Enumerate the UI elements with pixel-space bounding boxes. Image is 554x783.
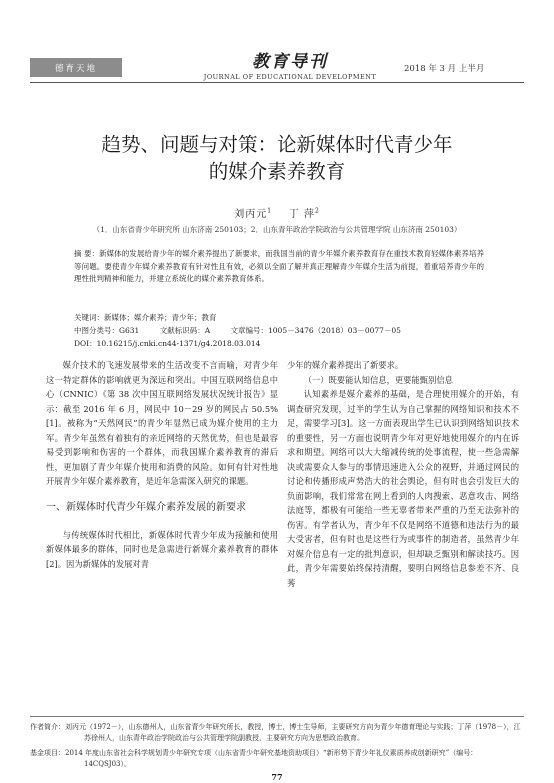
doi: DOI：10.16215/j.cnki.cn44-1371/g4.2018.03.014 (74, 339, 261, 348)
section-badge: 德育天地 (30, 58, 122, 77)
body-column-left (46, 358, 278, 571)
article-title (30, 131, 524, 185)
section-heading: 一、新媒体时代青少年媒介素养发展的新要求 (46, 501, 246, 513)
body-paragraph: 与传统媒体时代相比，新媒体时代青少年成为接触和使用新媒体最多的群体，同时也是急需进行新媒介素养教育的群体[2]。因为新媒体的发展对青 (46, 529, 278, 569)
keywords: 关键词：新媒体；媒介素养；青少年；教育 (74, 313, 217, 322)
fund-note (30, 748, 524, 770)
body-paragraph: 媒介技术的飞速发展带来的生活改变不言而喻，对青少年这一特定群体的影响就更为深远和突出。中国互联网络信息中心（CNNIC）《第 38 次中国互联网络发展状况统计报告》显示：截至 2016 年 6 月，网民中 10－29 岁的网民占 50.5%[1]。被称为“天然网民”的青少年显然已成为媒介使用的主力军。青少年虽然有着独有的亲近网络的天然优势，但也是最容易受到影响和伤害的一个群体，而我国媒介素养教育的滞后性，更加剧了青少年媒介使用和消费的风险。如何有针对性地开展青少年媒介素养教育，是近年急需深入研究的课题。 (46, 360, 278, 486)
fund-label: 基金项目： (30, 749, 65, 757)
clc-number: 中图分类号：G631 (74, 326, 140, 335)
classification-meta (74, 325, 484, 336)
journal-title-en: JOURNAL OF EDUCATIONAL DEVELOPMENT (203, 73, 377, 81)
footnotes (30, 722, 524, 774)
author-affil-mark: 2 (314, 207, 320, 215)
author-affil-mark: 1 (267, 207, 273, 215)
fund-text: 2014 年度山东省社会科学规划青少年研究专项（山东省青少年研究基地资助项目）“新形势下青少年礼仪素质养成创新研究”（编号：14CQSJ03）。 (65, 749, 478, 768)
body-column-right (287, 358, 519, 590)
subsection-heading: （一）既要能认知信息，更要能甄别信息 (303, 374, 453, 385)
journal-masthead (200, 47, 380, 81)
affiliations: （1．山东省青少年研究所 山东济南 250103；2．山东青年政治学院政治与公共管理学院 山东济南 250103） (92, 225, 462, 234)
author-bio-note (30, 722, 524, 744)
document-code: 文献标识码：A (159, 326, 211, 335)
author-list (30, 205, 524, 220)
author-bio-text: 刘丙元（1972－），山东德州人，山东省青少年研究所长，教授，博士，博士生导师，主要研究方向为青少年德育理论与实践；丁萍（1978－），江苏徐州人，山东青年政治学院政治与公共管理学院副教授，主要研究方向为思想政治教育。 (65, 723, 521, 742)
author-name: 丁 萍 (288, 209, 315, 220)
article-number: 文章编号：1005－3476（2018）03－0077－05 (230, 326, 401, 335)
body-paragraph: 少年的媒介素养提出了新要求。 (287, 360, 404, 370)
body-paragraph: 认知素养是媒介素养的基础，是合理使用媒介的开始，有调查研究发现，过半的学生认为自己掌握的网络知识和技术不足，需要学习[3]。这一方面表现出学生已认识到网络知识技术的重要性，另一方面也说明青少年对更好地使用媒介的内在诉求和期望。网络可以大大缩减传统的处事流程，使一些急需解决或需要众人参与的事情迅速进入公众的视野，并通过网民的讨论和传播形成声势浩大的社会舆论，但有时也会引发巨大的负面影响，我们常常在网上看到的人肉搜索、恶意攻击、网络法庭等，都极有可能给一些无辜者带来严重的乃至无法弥补的伤害。有学者认为，青少年不仅是网络不道德和违法行为的最大受害者，但有时也是这些行为或事件的制造者，虽然青少年对媒介信息有一定的批判意识，但却缺乏甄别和解读技巧。因此，青少年需要始终保持清醒，要明白网络信息参差不齐、良莠 (287, 389, 519, 588)
journal-title-cn: 教育导刊 (252, 52, 328, 72)
issue-date: 2018 年 3 月 上半月 (404, 64, 485, 74)
footnote-divider (30, 716, 524, 717)
author-name: 刘丙元 (234, 209, 268, 220)
header-divider (30, 82, 524, 83)
abstract: 摘 要：新媒体的发展给青少年的媒介素养提出了新要求，而我国当前的青少年媒介素养教育存在重技术教育轻媒体素养培养等问题。要使青少年媒介素养教育有针对性且有效，必须以全面了解并真正理解青少年媒介生活为前提，着重培养青少年的理性批判精神和能力，并建立系统化的媒介素养教育体系。 (74, 249, 484, 283)
author-bio-label: 作者简介： (30, 723, 65, 731)
title-line-2: 的媒介素养教育 (208, 160, 346, 183)
title-line-1: 趋势、问题与对策：论新媒体时代青少年 (101, 133, 453, 156)
page-number: 77 (271, 772, 283, 782)
